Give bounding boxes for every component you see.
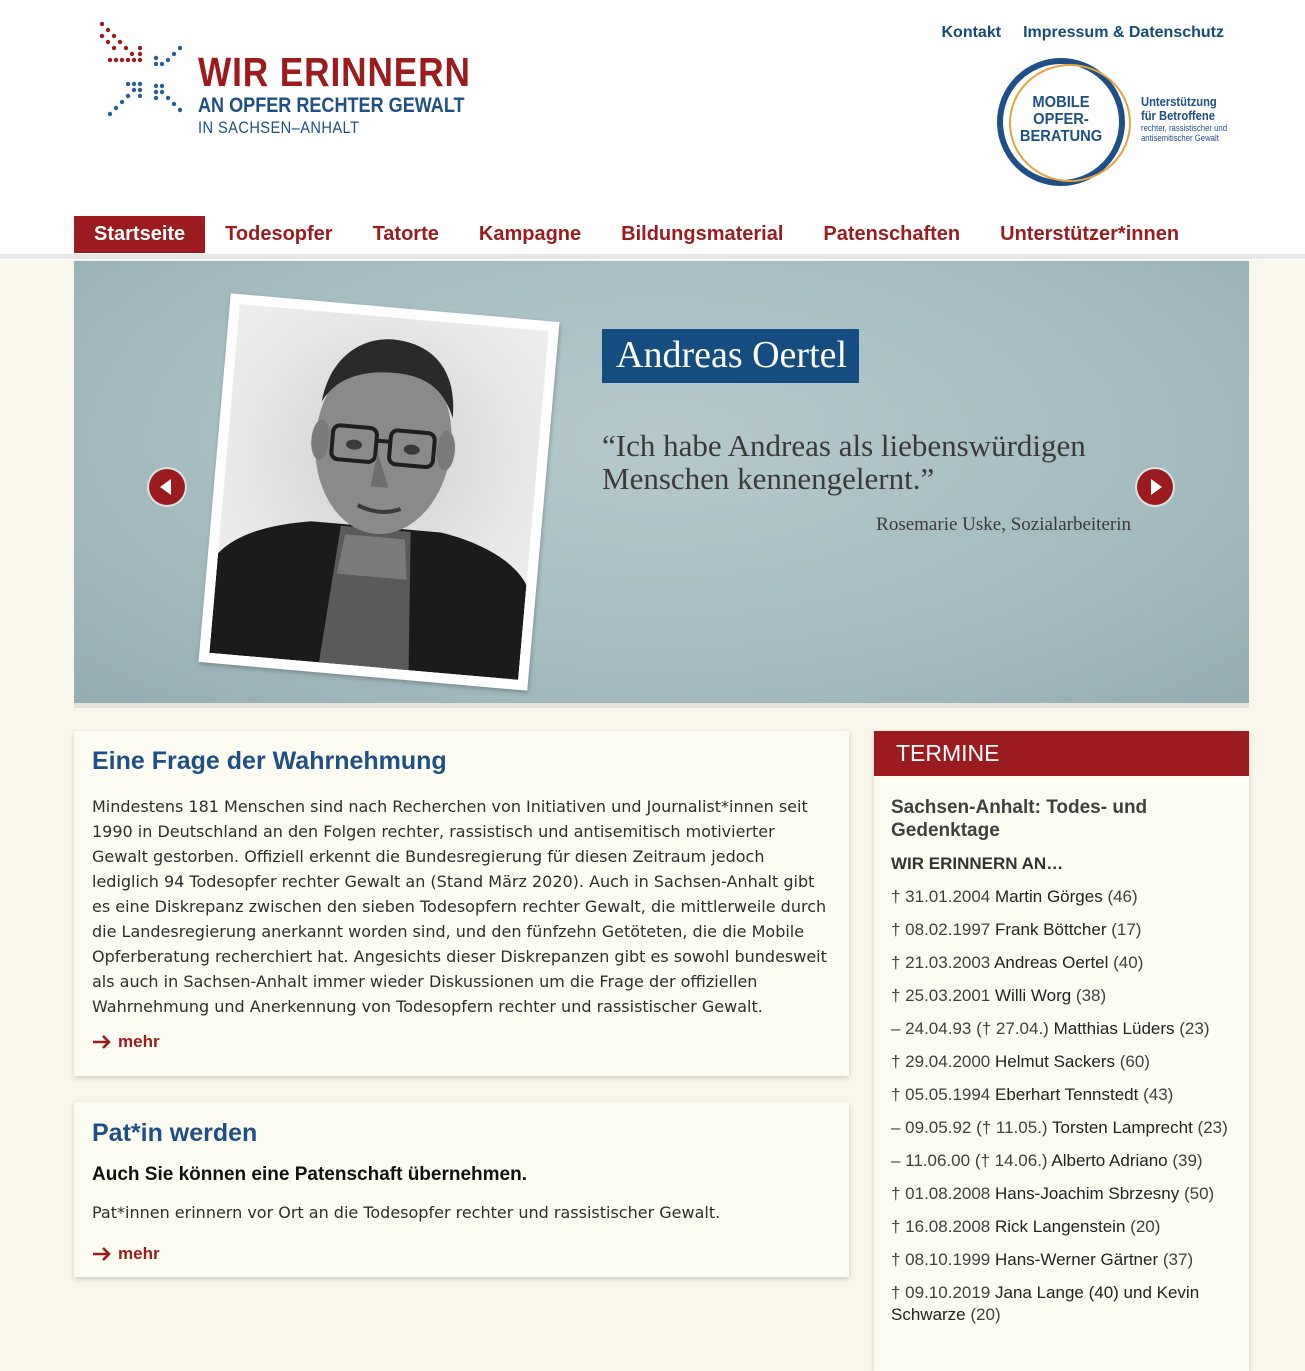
partner-line: MOBILE — [1032, 94, 1090, 111]
victim-name: Hans-Joachim Sbrzesny — [995, 1184, 1180, 1203]
card-body: Pat*innen erinnern vor Ort an die Todesopfer rechter und rassistischer Gewalt. — [92, 1203, 721, 1222]
termine-panel — [874, 731, 1249, 1371]
victim-name: Matthias Lüders — [1053, 1019, 1175, 1038]
more-link-label: mehr — [118, 1032, 160, 1051]
list-item[interactable] — [891, 1183, 1231, 1205]
victim-name: Rick Langenstein — [995, 1217, 1126, 1236]
partner-logo-text — [1019, 94, 1104, 145]
mobile-opferberatung-logo[interactable] — [997, 58, 1227, 188]
logo-subtitle: AN OPFER RECHTER GEWALT — [198, 94, 465, 117]
victim-age: (17) — [1111, 920, 1142, 939]
victim-age: (20) — [1130, 1217, 1161, 1236]
slide-quote-author: Rosemarie Uske, Sozialarbeiterin — [876, 514, 1131, 535]
partner-tagline-small: antisemitischer Gewalt — [1141, 133, 1219, 143]
slide-quote: “Ich habe Andreas als liebenswürdigen Menschen kennengelernt.” — [602, 428, 1086, 496]
date-text: † 31.01.2004 — [891, 887, 991, 906]
victim-name: Jana Lange (40) und Kevin Schwarze — [891, 1283, 1200, 1324]
portrait-frame — [199, 293, 560, 690]
nav-item-patenschaften[interactable]: Patenschaften — [823, 223, 961, 245]
victim-age: (23) — [1197, 1118, 1228, 1137]
logo-region: IN SACHSEN–ANHALT — [198, 118, 360, 137]
victim-age: (20) — [970, 1305, 1001, 1324]
impressum-link[interactable]: Impressum & Datenschutz — [1023, 24, 1224, 41]
date-text: † 09.10.2019 — [891, 1283, 991, 1302]
top-links — [942, 24, 1225, 42]
list-item[interactable] — [891, 1117, 1231, 1139]
partner-tagline-small: rechter, rassistischer und — [1141, 123, 1228, 133]
article-card-patenschaft — [74, 1102, 849, 1277]
date-text: † 08.10.1999 — [891, 1250, 991, 1269]
more-link-label: mehr — [118, 1244, 160, 1263]
victim-age: (46) — [1107, 887, 1138, 906]
partner-tagline — [1141, 95, 1231, 143]
nav-divider — [0, 254, 1305, 259]
arrow-right-icon — [92, 1035, 112, 1049]
article-card-wahrnehmung — [74, 731, 849, 1076]
arrow-left-icon — [149, 469, 185, 505]
main-nav — [74, 216, 1199, 253]
victim-age: (50) — [1183, 1184, 1215, 1203]
card-title[interactable]: Pat*in werden — [92, 1119, 258, 1147]
termine-list — [891, 886, 1231, 1337]
victim-age: (23) — [1179, 1019, 1210, 1038]
date-text: † 29.04.2000 — [891, 1052, 991, 1071]
list-item[interactable] — [891, 1249, 1231, 1271]
nav-item-tatorte[interactable]: Tatorte — [372, 223, 439, 245]
victim-name: Helmut Sackers — [995, 1052, 1115, 1071]
date-text: † 01.08.2008 — [891, 1184, 991, 1203]
date-text: † 25.03.2001 — [891, 986, 991, 1005]
nav-item-todesopfer[interactable]: Todesopfer — [225, 223, 333, 245]
kontakt-link[interactable]: Kontakt — [941, 24, 1002, 41]
victim-name: Alberto Adriano — [1051, 1151, 1168, 1170]
victim-name: Torsten Lamprecht — [1052, 1118, 1193, 1137]
date-text: – 11.06.00 († 14.06.) — [891, 1151, 1048, 1170]
slider-next-button[interactable] — [1137, 469, 1173, 505]
logo[interactable] — [198, 49, 515, 138]
list-item[interactable] — [891, 985, 1231, 1007]
date-text: – 24.04.93 († 27.04.) — [891, 1019, 1049, 1038]
partner-line: OPFER- — [1033, 111, 1089, 128]
date-text: † 08.02.1997 — [891, 920, 991, 939]
nav-item-kampagne[interactable]: Kampagne — [478, 223, 582, 245]
victim-name: Martin Görges — [995, 887, 1103, 906]
card-body: Mindestens 181 Menschen sind nach Recherchen von Initiativen und Journalist*innen seit 1990 in Deutschland an den Folgen rechter, rassistisch und antisemitisch motivierter Gewalt gestorben. Offiziell erkennt die Bundesregierung für diesen Zeitraum jedoch lediglich 94 Todesopfer rechter Gewalt an (Stand März 2020). Auch in Sachsen-Anhalt gibt es eine Diskrepanz zwischen den sieben Todesopfern rechter Gewalt, die mittlerweile durch die Landesregierung anerkannt worden sind, und den fünfzehn Getöteten, die die Mobile Opferberatung recherchiert hat. Angesichts dieser Diskrepanzen gibt es sowohl bundesweit als auch in Sachsen-Anhalt immer wieder Diskussionen um die Frage der offiziellen Wahrnehmung und Anerkennung von Todesopfern rechter und rassistischer Gewalt. — [92, 797, 827, 1016]
termine-subtitle: WIR ERINNERN AN… — [891, 854, 1064, 873]
list-item[interactable] — [891, 919, 1231, 941]
card-lead: Auch Sie können eine Patenschaft übernehmen. — [92, 1164, 527, 1185]
date-text: † 21.03.2003 — [891, 953, 991, 972]
list-item[interactable] — [891, 952, 1231, 974]
termine-title[interactable]: Sachsen-Anhalt: Todes- und Gedenktage — [891, 797, 1148, 841]
list-item[interactable] — [891, 1282, 1231, 1326]
list-item[interactable] — [891, 1084, 1231, 1106]
slider-shadow — [74, 703, 1249, 708]
victim-name: Eberhart Tennstedt — [995, 1085, 1139, 1104]
list-item[interactable] — [891, 1018, 1231, 1040]
nav-item-startseite[interactable]: Startseite — [74, 216, 205, 253]
victim-age: (40) — [1113, 953, 1144, 972]
portrait-photo — [209, 304, 548, 680]
partner-tagline-line: für Betroffene — [1141, 108, 1215, 123]
list-item[interactable] — [891, 886, 1231, 908]
list-item[interactable] — [891, 1216, 1231, 1238]
more-link[interactable] — [92, 1244, 160, 1264]
victim-age: (60) — [1119, 1052, 1150, 1071]
date-text: † 05.05.1994 — [891, 1085, 991, 1104]
victim-name: Hans-Werner Gärtner — [995, 1250, 1159, 1269]
date-text: † 16.08.2008 — [891, 1217, 991, 1236]
victim-age: (39) — [1172, 1151, 1203, 1170]
slider-prev-button[interactable] — [149, 469, 185, 505]
arrow-right-icon — [1137, 469, 1173, 505]
list-item[interactable] — [891, 1051, 1231, 1073]
victim-age: (38) — [1075, 986, 1107, 1005]
nav-item-unterstuetzer[interactable]: Unterstützer*innen — [1000, 223, 1180, 245]
arrow-right-icon — [92, 1247, 112, 1261]
termine-heading: TERMINE — [874, 731, 1249, 776]
victim-name: Willi Worg — [995, 986, 1072, 1005]
partner-line: BERATUNG — [1019, 128, 1103, 145]
nav-item-bildungsmaterial[interactable]: Bildungsmaterial — [621, 223, 784, 245]
victim-name: Andreas Oertel — [994, 953, 1109, 972]
hero-slider — [74, 261, 1249, 703]
victim-age: (43) — [1143, 1085, 1174, 1104]
logo-arrows-icon[interactable] — [96, 20, 186, 120]
card-title[interactable]: Eine Frage der Wahrnehmung — [92, 747, 447, 775]
list-item[interactable] — [891, 1150, 1231, 1172]
logo-title: WIR ERINNERN — [198, 49, 471, 95]
victim-name: Frank Böttcher — [995, 920, 1107, 939]
partner-tagline-line: Unterstützung — [1141, 94, 1217, 109]
more-link[interactable] — [92, 1032, 160, 1052]
date-text: – 09.05.92 († 11.05.) — [891, 1118, 1048, 1137]
slide-name: Andreas Oertel — [602, 329, 859, 383]
victim-age: (37) — [1162, 1250, 1194, 1269]
